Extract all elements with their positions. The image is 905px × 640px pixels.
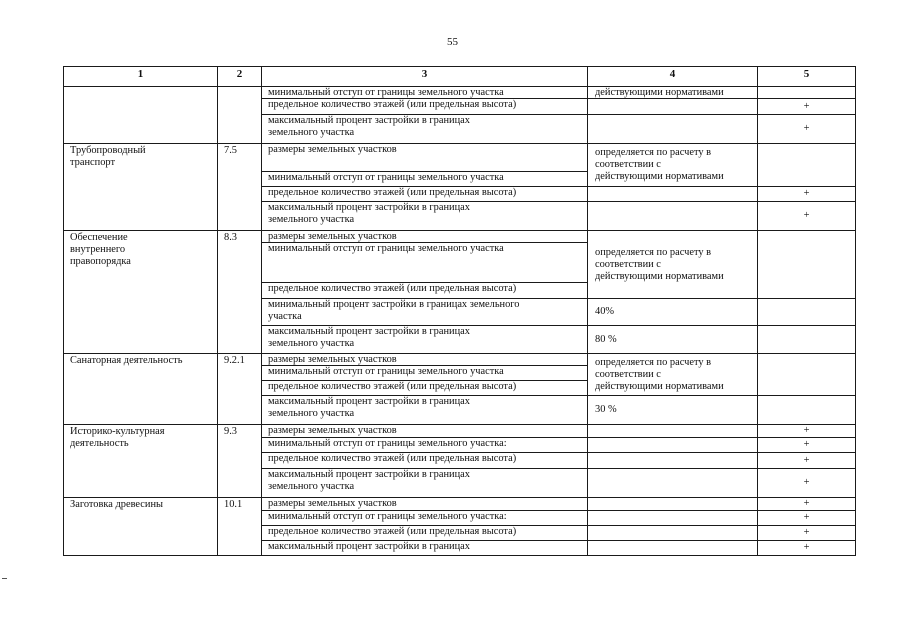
parameter-cell: предельное количество этажей (или предельная высота) xyxy=(261,525,588,541)
parameter-cell: размеры земельных участков xyxy=(261,353,588,366)
activity-name-cell: Трубопроводный транспорт xyxy=(63,143,218,231)
norm-value-cell xyxy=(587,437,758,453)
mark-cell xyxy=(757,437,856,453)
norm-value-text: определяется по расчету в соответствии с действующими нормативами xyxy=(595,147,724,182)
plus-mark: + xyxy=(803,188,810,199)
activity-name-cell: Историко-культурная деятельность xyxy=(63,424,218,498)
norm-value-cell xyxy=(587,468,758,498)
norm-value-text: действующими нормативами xyxy=(595,87,724,98)
parameter-cell: максимальный процент застройки в границах xyxy=(261,540,588,556)
activity-code-cell: 8.3 xyxy=(217,230,262,354)
norm-value-cell xyxy=(587,325,758,354)
parameter-cell: минимальный отступ от границы земельного участка: xyxy=(261,437,588,453)
mark-cell xyxy=(757,114,856,144)
parameter-cell: максимальный процент застройки в границах земельного участка xyxy=(261,114,588,144)
regulations-table xyxy=(63,66,855,572)
norm-value-cell xyxy=(587,510,758,526)
norm-value-cell xyxy=(587,201,758,231)
norm-value-cell xyxy=(587,298,758,326)
mark-cell xyxy=(757,395,856,425)
parameter-cell: минимальный отступ от границы земельного участка xyxy=(261,242,588,283)
mark-cell xyxy=(757,298,856,326)
mark-cell xyxy=(757,325,856,354)
mark-cell xyxy=(757,497,856,511)
parameter-cell: размеры земельных участков xyxy=(261,424,588,438)
norm-value-cell xyxy=(587,143,758,187)
plus-mark: + xyxy=(803,454,810,466)
plus-mark: + xyxy=(803,498,810,509)
norm-value-text: 40% xyxy=(595,306,615,317)
parameter-cell: размеры земельных участков xyxy=(261,497,588,511)
norm-value-text: определяется по расчету в соответствии с действующими нормативами xyxy=(595,356,724,392)
plus-mark: + xyxy=(803,123,810,134)
parameter-cell: минимальный процент застройки в границах земельного участка xyxy=(261,298,588,326)
parameter-cell: максимальный процент застройки в границах земельного участка xyxy=(261,468,588,498)
norm-value-text: 30 % xyxy=(595,404,617,415)
activity-code-cell: 9.2.1 xyxy=(217,353,262,425)
norm-value-text: 80 % xyxy=(595,333,617,345)
mark-cell xyxy=(757,186,856,202)
mark-cell xyxy=(757,230,856,299)
activity-name-cell xyxy=(63,86,218,144)
parameter-cell: предельное количество этажей (или предельная высота) xyxy=(261,186,588,202)
mark-cell xyxy=(757,201,856,231)
parameter-cell: минимальный отступ от границы земельного участка xyxy=(261,365,588,381)
norm-value-cell xyxy=(587,424,758,438)
mark-cell xyxy=(757,452,856,469)
parameter-cell: максимальный процент застройки в границах земельного участка xyxy=(261,201,588,231)
activity-name-cell: Санаторная деятельность xyxy=(63,353,218,425)
plus-mark: + xyxy=(803,439,810,450)
column-header-4: 4 xyxy=(587,66,758,87)
parameter-cell: предельное количество этажей (или предельная высота) xyxy=(261,452,588,469)
norm-value-cell xyxy=(587,230,758,299)
mark-cell xyxy=(757,468,856,498)
parameter-cell: минимальный отступ от границы земельного участка: xyxy=(261,510,588,526)
mark-cell xyxy=(757,424,856,438)
mark-cell xyxy=(757,510,856,526)
parameter-cell: минимальный отступ от границы земельного участка xyxy=(261,171,588,187)
column-header-3: 3 xyxy=(261,66,588,87)
plus-mark: + xyxy=(803,542,810,553)
norm-value-cell xyxy=(587,525,758,541)
norm-value-cell xyxy=(587,186,758,202)
parameter-cell: предельное количество этажей (или предельная высота) xyxy=(261,282,588,299)
parameter-cell: предельное количество этажей (или предельная высота) xyxy=(261,98,588,115)
mark-cell xyxy=(757,143,856,187)
norm-value-cell xyxy=(587,395,758,425)
plus-mark: + xyxy=(803,425,810,436)
mark-cell xyxy=(757,353,856,396)
activity-code-cell: 7.5 xyxy=(217,143,262,231)
norm-value-text: определяется по расчету в соответствии с действующими нормативами xyxy=(595,246,724,282)
parameter-cell: максимальный процент застройки в границах земельного участка xyxy=(261,325,588,354)
norm-value-cell xyxy=(587,452,758,469)
norm-value-cell xyxy=(587,540,758,556)
parameter-cell: размеры земельных участков xyxy=(261,143,588,172)
mark-cell xyxy=(757,525,856,541)
plus-mark: + xyxy=(803,210,810,221)
mark-cell xyxy=(757,98,856,115)
page-number: 55 xyxy=(447,36,458,48)
plus-mark: + xyxy=(803,512,810,523)
activity-code-cell: 9.3 xyxy=(217,424,262,498)
margin-mark xyxy=(2,578,7,579)
activity-name-cell: Заготовка древесины xyxy=(63,497,218,556)
norm-value-cell xyxy=(587,353,758,396)
activity-code-cell: 10.1 xyxy=(217,497,262,556)
norm-value-cell xyxy=(587,98,758,115)
norm-value-cell xyxy=(587,497,758,511)
parameter-cell: минимальный отступ от границы земельного участка xyxy=(261,86,588,99)
norm-value-cell xyxy=(587,114,758,144)
parameter-cell: максимальный процент застройки в границах земельного участка xyxy=(261,395,588,425)
column-header-2: 2 xyxy=(217,66,262,87)
column-header-5: 5 xyxy=(757,66,856,87)
plus-mark: + xyxy=(803,100,810,112)
column-header-1: 1 xyxy=(63,66,218,87)
parameter-cell: размеры земельных участков xyxy=(261,230,588,243)
activity-name-cell: Обеспечение внутреннего правопорядка xyxy=(63,230,218,354)
plus-mark: + xyxy=(803,527,810,538)
activity-code-cell xyxy=(217,86,262,144)
plus-mark: + xyxy=(803,477,810,488)
parameter-cell: предельное количество этажей (или предельная высота) xyxy=(261,380,588,396)
mark-cell xyxy=(757,540,856,556)
